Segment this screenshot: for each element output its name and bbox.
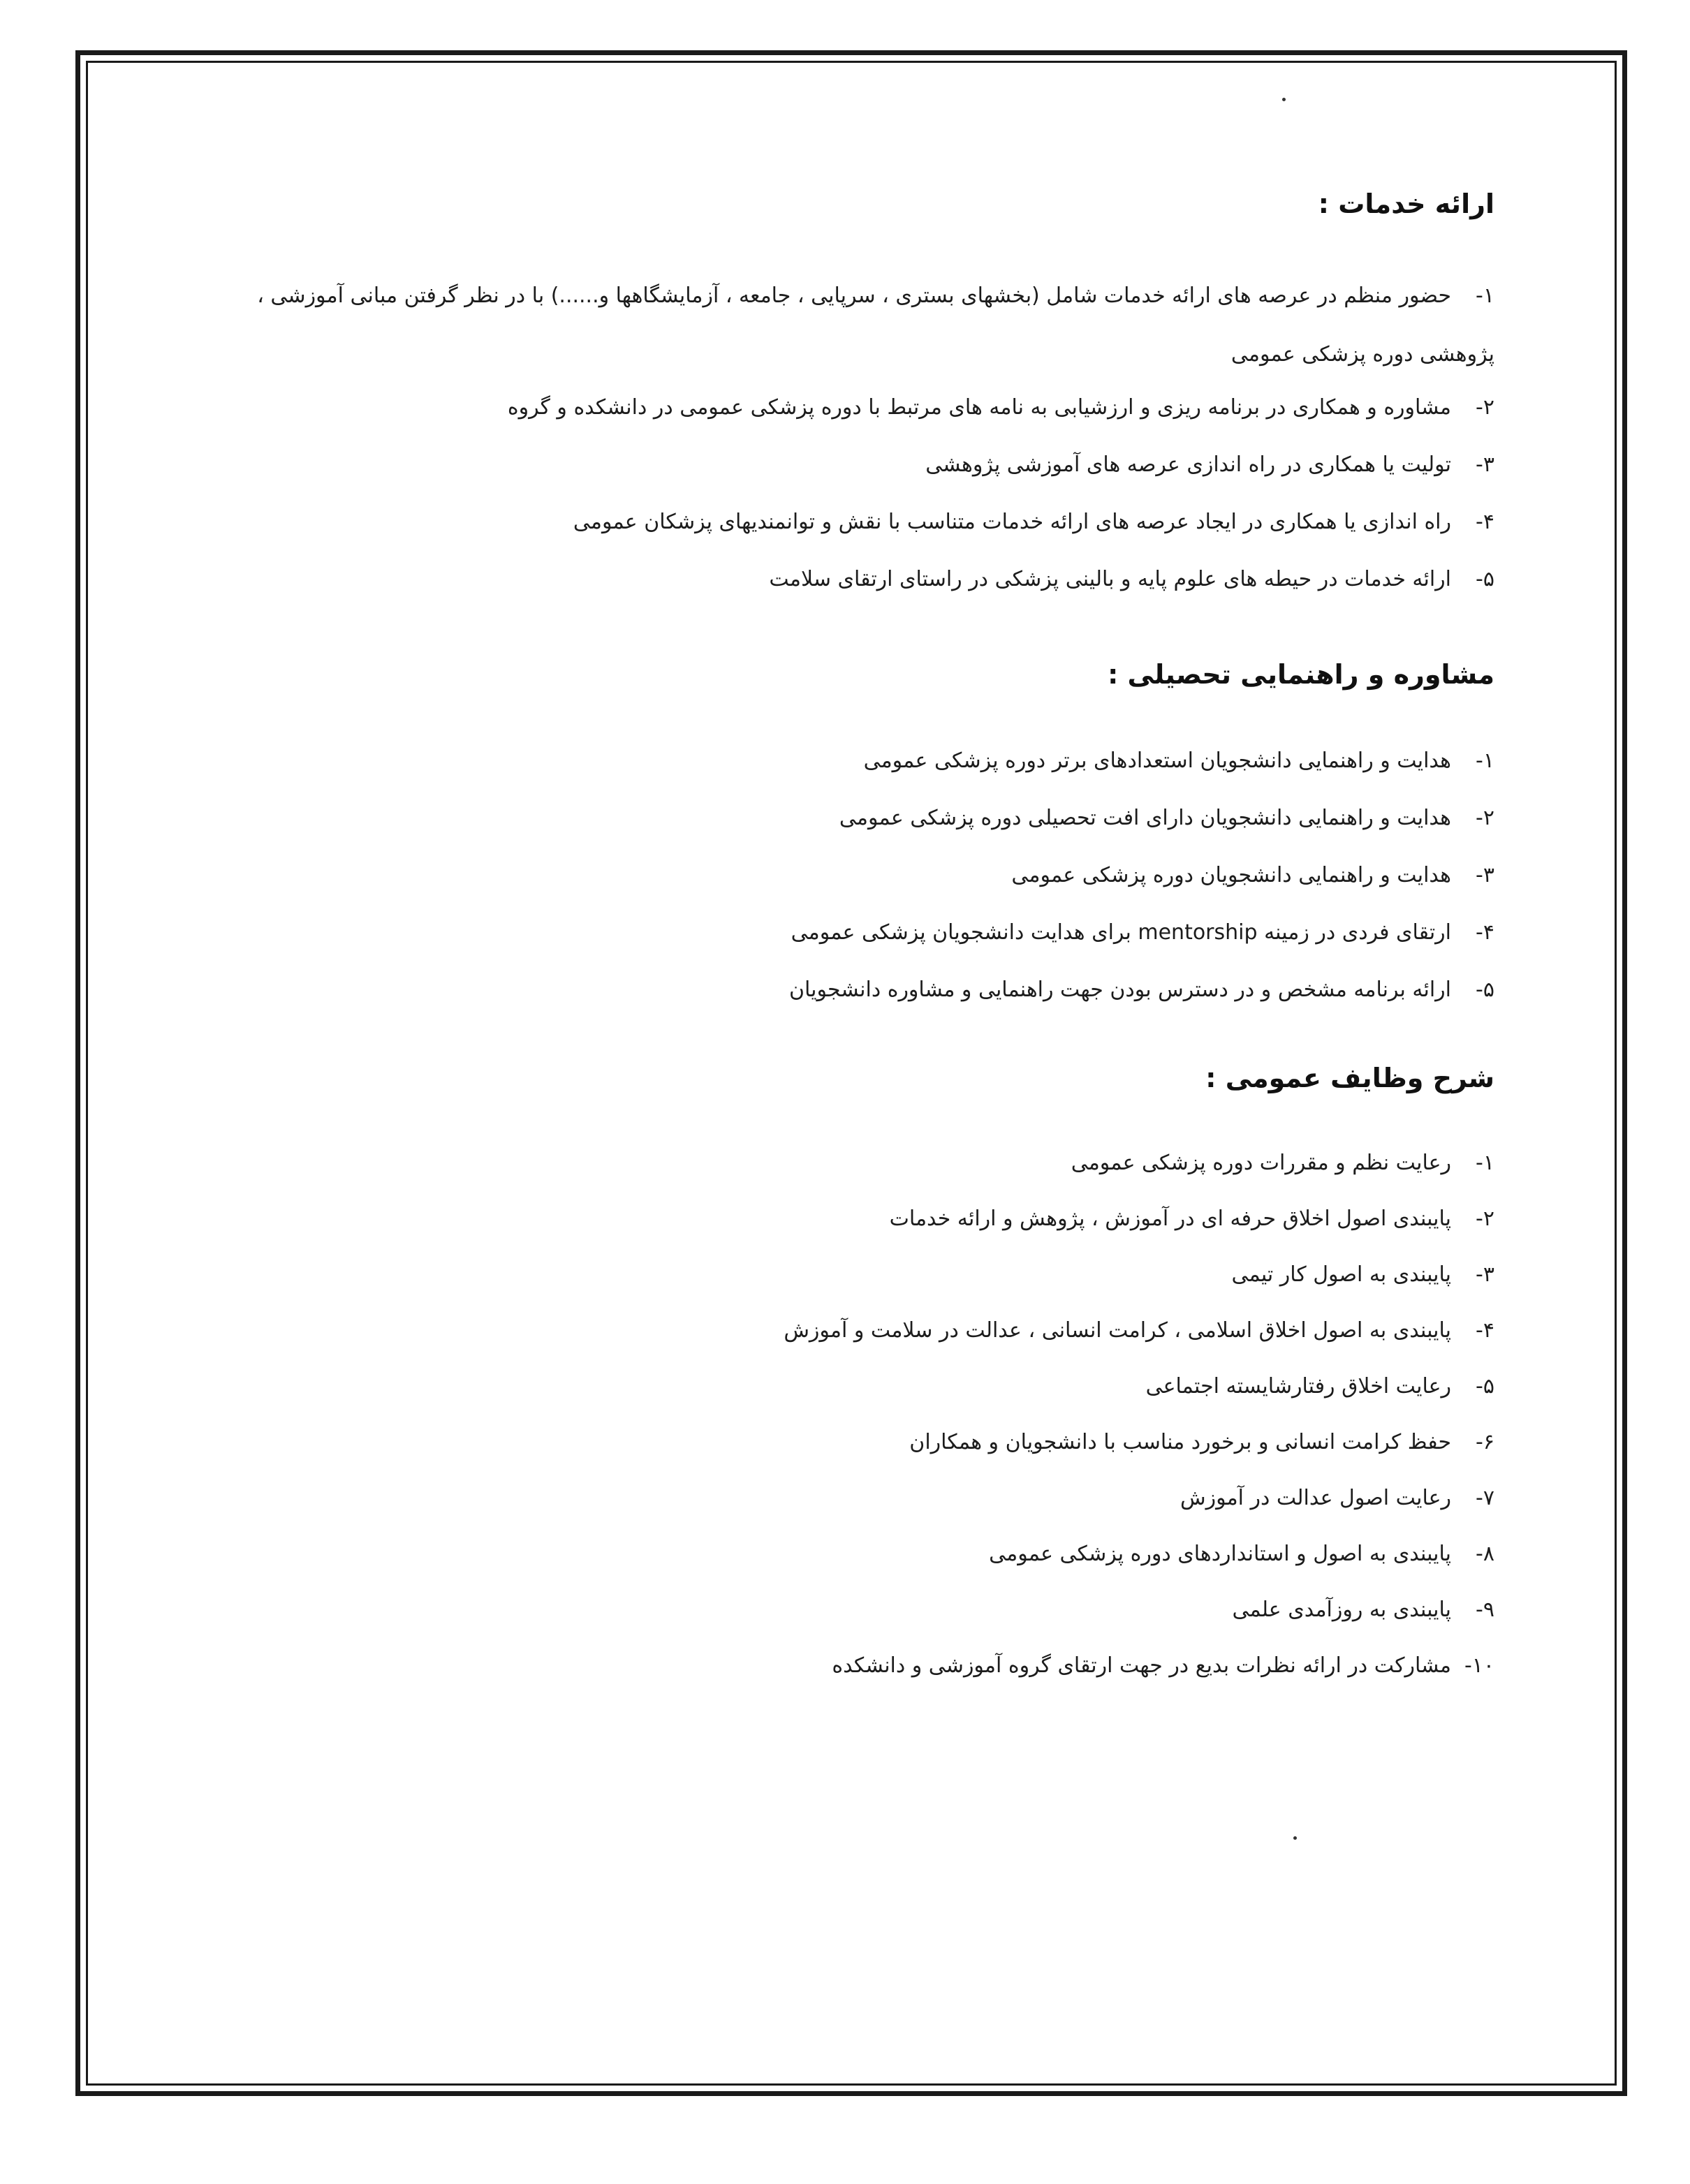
- item-text: پایبندی به روزآمدی علمی: [1232, 1598, 1451, 1622]
- section-title-general-duties: شرح وظایف عمومی :: [1205, 1063, 1494, 1093]
- item-number: ۴-: [1476, 1318, 1494, 1343]
- section-title-advising: مشاوره و راهنمایی تحصیلی :: [1108, 659, 1494, 690]
- item-number: ۵-: [1476, 1374, 1494, 1399]
- list-item: [791, 920, 1494, 945]
- item-text: پایبندی به اصول و استانداردهای دوره پزشکی عمومی: [989, 1542, 1451, 1566]
- list-item: [1146, 1374, 1494, 1399]
- item-number: ۲-: [1476, 395, 1494, 420]
- list-item: [1071, 1151, 1494, 1175]
- item-number: ۱۰-: [1464, 1653, 1494, 1678]
- item-number: ۵-: [1476, 977, 1494, 1002]
- item-text: تولیت یا همکاری در راه اندازی عرصه های آموزشی پژوهشی: [925, 452, 1451, 477]
- list-item: [789, 977, 1494, 1002]
- item-text: رعایت اصول عدالت در آموزش: [1180, 1486, 1451, 1510]
- item-text: هدایت و راهنمایی دانشجویان دوره پزشکی عمومی: [1011, 863, 1451, 887]
- item-text: ارائه خدمات در حیطه های علوم پایه و بالینی پزشکی در راستای ارتقای سلامت: [769, 567, 1451, 591]
- item-number: ۳-: [1476, 452, 1494, 477]
- item-text: پایبندی اصول اخلاق حرفه ای در آموزش ، پژوهش و ارائه خدمات: [889, 1207, 1451, 1231]
- item-text: حضور منظم در عرصه های ارائه خدمات شامل (بخشهای بستری ، سرپایی ، جامعه ، آزمایشگاهها و......) با در نظر گرفتن مبانی آموزشی ، پژوهشی دوره پزشکی عمومی: [257, 283, 1494, 367]
- list-item: [1233, 1598, 1495, 1622]
- item-number: ۱-: [1476, 748, 1494, 773]
- list-item: [508, 395, 1494, 420]
- list-item: [864, 748, 1494, 773]
- item-number: ۳-: [1476, 1262, 1494, 1287]
- scan-speck: [1293, 1836, 1297, 1840]
- item-text: رعایت نظم و مقررات دوره پزشکی عمومی: [1071, 1151, 1451, 1175]
- list-item: [832, 1653, 1494, 1678]
- item-text: مشاوره و همکاری در برنامه ریزی و ارزشیابی به نامه های مرتبط با دوره پزشکی عمومی در دانشکده و گروه: [507, 395, 1451, 420]
- item-number: ۴-: [1476, 510, 1494, 534]
- item-text: مشارکت در ارائه نظرات بدیع در جهت ارتقای گروه آموزشی و دانشکده: [832, 1653, 1451, 1678]
- list-item: [1011, 863, 1494, 887]
- item-number: ۸-: [1476, 1542, 1494, 1566]
- list-item: [1231, 1262, 1494, 1287]
- item-number: ۱-: [1476, 1151, 1494, 1175]
- item-text: هدایت و راهنمایی دانشجویان دارای افت تحصیلی دوره پزشکی عمومی: [839, 806, 1451, 830]
- list-item: [769, 567, 1494, 591]
- item-text: پایبندی به اصول کار تیمی: [1231, 1262, 1451, 1287]
- item-number: ۴-: [1476, 920, 1494, 945]
- item-text: ارتقای فردی در زمینه mentorship برای هدایت دانشجویان پزشکی عمومی: [791, 920, 1451, 945]
- item-text: راه اندازی یا همکاری در ایجاد عرصه های ارائه خدمات متناسب با نقش و توانمندیهای پزشکان عمومی: [573, 510, 1451, 534]
- list-item: [925, 452, 1494, 477]
- item-number: ۹-: [1476, 1598, 1494, 1622]
- list-item: [237, 267, 1494, 384]
- item-text: هدایت و راهنمایی دانشجویان استعدادهای برتر دوره پزشکی عمومی: [863, 748, 1451, 773]
- item-number: ۳-: [1476, 863, 1494, 887]
- item-number: ۲-: [1476, 806, 1494, 830]
- list-item: [989, 1542, 1494, 1566]
- item-number: ۶-: [1476, 1430, 1494, 1454]
- list-item: [839, 806, 1494, 830]
- list-item: [909, 1430, 1494, 1454]
- scan-speck: [1282, 98, 1286, 101]
- item-number: ۲-: [1476, 1207, 1494, 1231]
- item-text: رعایت اخلاق رفتارشایسته اجتماعی: [1145, 1374, 1451, 1399]
- list-item: [1180, 1486, 1494, 1510]
- list-item: [784, 1318, 1494, 1343]
- item-text: پایبندی به اصول اخلاق اسلامی ، کرامت انسانی ، عدالت در سلامت و آموزش: [784, 1318, 1451, 1343]
- list-item: [890, 1207, 1494, 1231]
- section-title-services: ارائه خدمات :: [1318, 189, 1494, 219]
- item-number: ۷-: [1476, 1486, 1494, 1510]
- item-number: ۱-: [1476, 283, 1494, 308]
- item-text: حفظ کرامت انسانی و برخورد مناسب با دانشجویان و همکاران: [909, 1430, 1451, 1454]
- item-text: ارائه برنامه مشخص و در دسترس بودن جهت راهنمایی و مشاوره دانشجویان: [789, 977, 1451, 1002]
- item-number: ۵-: [1476, 567, 1494, 591]
- list-item: [573, 510, 1494, 534]
